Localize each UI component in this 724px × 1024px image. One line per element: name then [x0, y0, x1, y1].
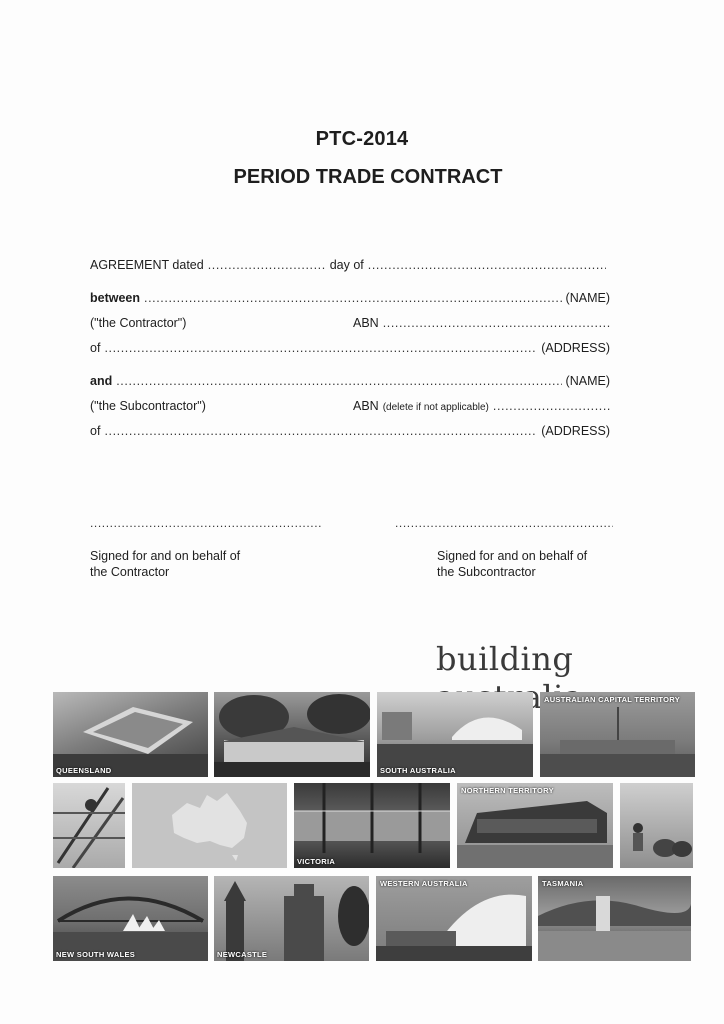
subcontractor-name-line: [90, 373, 610, 389]
document-code: PTC-2014: [315, 128, 409, 150]
name-suffix: (NAME): [565, 374, 610, 388]
nsw-caption: NEW SOUTH WALES: [56, 950, 136, 959]
subcontractor-abn-row: [90, 398, 610, 414]
cathedral-image: [214, 876, 369, 961]
subcontractor-signature-line: [395, 516, 613, 528]
subcontractor-address-line: [90, 423, 610, 439]
contractor-name-line: [90, 290, 610, 306]
subcontractor-signature-caption: [437, 548, 587, 580]
contractor-signature-caption: [90, 548, 240, 580]
western-australia-caption: WESTERN AUSTRALIA: [380, 879, 468, 888]
tasmania-caption: TASMANIA: [542, 879, 584, 888]
queensland-photo: [53, 692, 208, 777]
australia-map-image: [132, 783, 287, 868]
contractor-abn-row: [90, 315, 610, 331]
station-interior-image: [294, 783, 450, 868]
contractor-sign-text-1: Signed for and on behalf of: [90, 549, 241, 563]
house-image: [214, 692, 370, 777]
contractor-signature-line: [90, 516, 322, 528]
queensland-caption: QUEENSLAND: [56, 766, 112, 775]
contractor-label: ("the Contractor"): [90, 316, 187, 330]
newcastle-photo: [214, 876, 369, 961]
subcontractor-sign-text-1: Signed for and on behalf of: [437, 549, 588, 563]
subcontractor-label: ("the Subcontractor"): [90, 399, 206, 413]
contractor-name-blank: [144, 290, 562, 306]
northern-territory-photo: [457, 783, 613, 868]
south-australia-caption: SOUTH AUSTRALIA: [380, 766, 456, 775]
parliament-house-image: [540, 692, 695, 777]
northern-territory-caption: NORTHERN TERRITORY: [461, 786, 554, 795]
abn-label: ABN: [353, 316, 379, 330]
act-photo: [540, 692, 695, 777]
australia-map-tile: [132, 783, 287, 868]
contractor-sign-text-2: the Contractor: [90, 565, 170, 579]
abn-label: ABN: [353, 399, 379, 413]
south-australia-photo: [377, 692, 533, 777]
contractor-address-blank: [104, 340, 537, 356]
nsw-photo: [53, 876, 208, 961]
harbour-bridge-image: [53, 876, 208, 961]
abn-note: (delete if not applicable): [382, 402, 489, 413]
contractor-address-line: [90, 340, 610, 356]
agreement-label: AGREEMENT dated: [90, 258, 204, 272]
festival-centre-image: [377, 692, 533, 777]
address-suffix: (ADDRESS): [541, 341, 610, 355]
victoria-photo: [294, 783, 450, 868]
agreement-date-line: [90, 257, 610, 273]
subcontractor-address-blank: [104, 423, 537, 439]
contractor-abn: [353, 315, 610, 331]
scaffolding-image: [53, 783, 125, 868]
newcastle-caption: NEWCASTLE: [217, 950, 268, 959]
scaffolding-photo: [53, 783, 125, 868]
subcontractor-sign-text-2: the Subcontractor: [437, 565, 536, 579]
day-of-label: day of: [329, 258, 364, 272]
and-label: and: [90, 374, 113, 388]
subcontractor-abn-blank: [493, 398, 610, 414]
workers-photo: [620, 783, 693, 868]
date-blank: [208, 257, 326, 273]
subcontractor-name-blank: [116, 373, 561, 389]
stadium-image: [53, 692, 208, 777]
hobart-waterfront-image: [538, 876, 691, 961]
contractor-abn-blank: [383, 315, 610, 331]
of-label: of: [90, 424, 101, 438]
pipes-workers-image: [620, 783, 693, 868]
address-suffix: (ADDRESS): [541, 424, 610, 438]
month-blank: [368, 257, 606, 273]
name-suffix: (NAME): [565, 291, 610, 305]
convention-centre-image: [376, 876, 532, 961]
act-caption: AUSTRALIAN CAPITAL TERRITORY: [544, 695, 681, 704]
subcontractor-abn: [353, 398, 610, 416]
of-label: of: [90, 341, 101, 355]
document-title: PERIOD TRADE CONTRACT: [233, 166, 503, 188]
western-australia-photo: [376, 876, 532, 961]
locomotive-image: [457, 783, 613, 868]
building-australia-brand: building: [436, 640, 574, 678]
between-label: between: [90, 291, 141, 305]
tasmania-photo: [538, 876, 691, 961]
heritage-house-photo: [214, 692, 370, 777]
victoria-caption: VICTORIA: [297, 857, 336, 866]
